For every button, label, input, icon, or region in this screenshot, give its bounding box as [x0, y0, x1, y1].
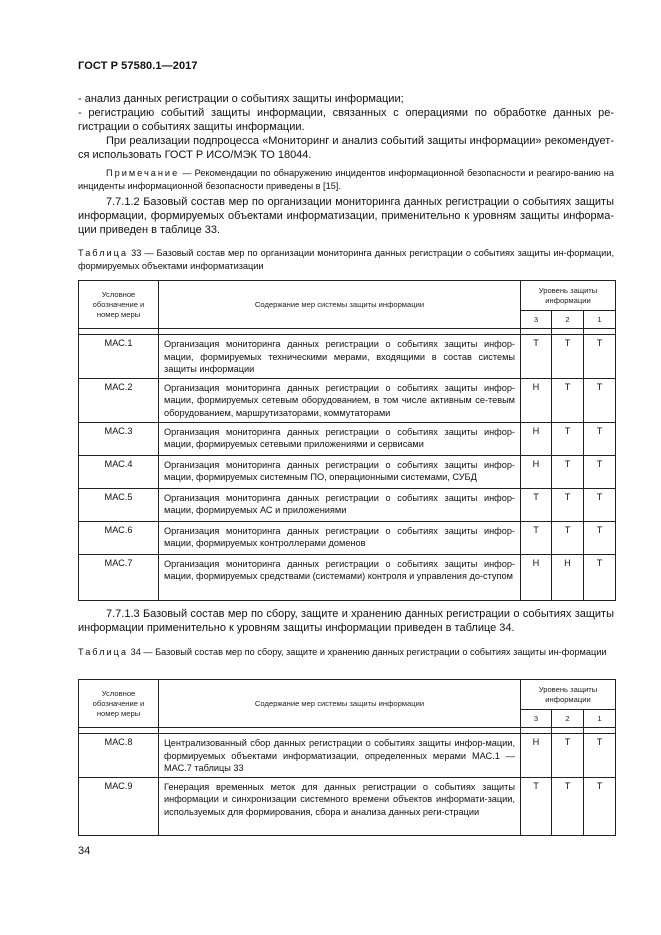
level-2-value: Т	[552, 335, 584, 379]
level-2-value: Т	[552, 455, 584, 488]
level-1-value: Т	[584, 335, 616, 379]
level-2-value: Т	[552, 422, 584, 455]
table-row	[79, 777, 616, 835]
note	[78, 167, 614, 193]
level-1-value: Т	[584, 488, 616, 521]
paragraph-7-7-1-2: 7.7.1.2 Базовый состав мер по организации мониторинга данных регистрации о событиях защиты информации, формируемых объектами информатизации, применительно к уровням защиты информа-ции приведен в таблице 33.	[78, 196, 614, 236]
measure-code: МАС.4	[79, 455, 159, 488]
level-3-value: Н	[521, 554, 552, 600]
measure-code: МАС.8	[79, 734, 159, 778]
table-34-header-content: Содержание мер системы защиты информации	[159, 680, 521, 728]
level-3-value: Т	[521, 521, 552, 554]
table-34-header-level: Уровень защиты информации	[521, 680, 616, 710]
page-number: 34	[78, 845, 91, 857]
measure-text: Централизованный сбор данных регистрации о событиях защиты инфор-мации, формируемых объектами информатизации, определенных мерами МАС.1 — МАС.7 таблицы 33	[159, 734, 521, 778]
measure-text: Организация мониторинга данных регистрации о событиях защиты инфор-мации, формируемых средствами (системами) контроля и управления до-ступом	[159, 554, 521, 600]
note-text: — Рекомендации по обнаружению инцидентов информационной безопасности и реагиро-ванию на инциденты информационной безопасности приведены в [15].	[78, 168, 614, 191]
table-34-level-2: 2	[552, 710, 584, 728]
measure-text: Организация мониторинга данных регистрации о событиях защиты инфор-мации, формируемых контроллерами доменов	[159, 521, 521, 554]
level-3-value: Н	[521, 422, 552, 455]
bullet-registration: - регистрацию событий защиты информации, связанных с операциями по обработке данных ре-гистрации о событиях защиты информации.	[78, 107, 614, 133]
measure-text: Организация мониторинга данных регистрации о событиях защиты инфор-мации, формируемых системным ПО, операционными системами, СУБД	[159, 455, 521, 488]
table-33-level-2: 2	[552, 311, 584, 329]
bullet-analysis: - анализ данных регистрации о событиях защиты информации;	[78, 93, 404, 105]
paragraph-recommendation: При реализации подпроцесса «Мониторинг и анализ событий защиты информации» рекомендует-ся использовать ГОСТ Р ИСО/МЭК ТО 18044.	[78, 135, 614, 161]
note-label: Примечание	[106, 168, 180, 178]
table-34-header-code: Условное обозначение и номер меры	[79, 680, 159, 728]
table-33-header-content: Содержание мер системы защиты информации	[159, 281, 521, 329]
table-34-caption	[78, 646, 614, 659]
table-33-level-3: 3	[521, 311, 552, 329]
measure-code: МАС.1	[79, 335, 159, 379]
measure-text: Генерация временных меток для данных регистрации о событиях защиты информации и синхронизации системного времени объектов информати-зации, используемых для формирования, сбора и анализа данных реги-страции	[159, 777, 521, 835]
table-34-caption-label: Таблица	[78, 647, 129, 657]
table-row	[79, 554, 616, 600]
level-2-value: Т	[552, 777, 584, 835]
table-row	[79, 521, 616, 554]
measure-text: Организация мониторинга данных регистрации о событиях защиты инфор-мации, формируемых сетевыми приложениями и сервисами	[159, 422, 521, 455]
table-33-caption-label: Таблица	[78, 248, 129, 258]
table-row	[79, 335, 616, 379]
level-1-value: Т	[584, 777, 616, 835]
measure-text: Организация мониторинга данных регистрации о событиях защиты инфор-мации, формируемых АС и приложениями	[159, 488, 521, 521]
table-row	[79, 734, 616, 778]
measure-code: МАС.3	[79, 422, 159, 455]
level-2-value: Т	[552, 378, 584, 422]
table-34	[78, 679, 616, 836]
level-2-value: Н	[552, 554, 584, 600]
table-33-header-code: Условное обозначение и номер меры	[79, 281, 159, 329]
measure-text: Организация мониторинга данных регистрации о событиях защиты инфор-мации, формируемых сетевым оборудованием, в том числе активным се-тевым оборудованием, маршрутизаторами, коммутаторами	[159, 378, 521, 422]
table-row	[79, 378, 616, 422]
level-2-value: Т	[552, 521, 584, 554]
measure-code: МАС.5	[79, 488, 159, 521]
table-33-caption	[78, 247, 614, 272]
level-1-value: Т	[584, 378, 616, 422]
level-1-value: Т	[584, 734, 616, 778]
measure-code: МАС.6	[79, 521, 159, 554]
measure-code: МАС.2	[79, 378, 159, 422]
level-1-value: Т	[584, 422, 616, 455]
table-34-caption-text: 34 — Базовый состав мер по сбору, защите и хранению данных регистрации о событиях защиты ин-формации	[130, 647, 607, 657]
table-33-caption-text: 33 — Базовый состав мер по организации мониторинга данных регистрации о событиях защиты ин-формации, формируемых объектами информатизации	[78, 248, 614, 271]
table-33	[78, 280, 616, 601]
table-33-level-1: 1	[584, 311, 616, 329]
document-header: ГОСТ Р 57580.1—2017	[78, 60, 198, 72]
level-3-value: Т	[521, 488, 552, 521]
level-3-value: Н	[521, 378, 552, 422]
table-34-level-1: 1	[584, 710, 616, 728]
table-33-header-level: Уровень защиты информации	[521, 281, 616, 311]
level-3-value: Т	[521, 777, 552, 835]
level-3-value: Н	[521, 455, 552, 488]
level-1-value: Т	[584, 554, 616, 600]
level-1-value: Т	[584, 455, 616, 488]
table-row	[79, 422, 616, 455]
table-row	[79, 455, 616, 488]
table-34-level-3: 3	[521, 710, 552, 728]
level-3-value: Н	[521, 734, 552, 778]
measure-code: МАС.7	[79, 554, 159, 600]
level-2-value: Т	[552, 734, 584, 778]
measure-code: МАС.9	[79, 777, 159, 835]
level-3-value: Т	[521, 335, 552, 379]
level-1-value: Т	[584, 521, 616, 554]
paragraph-7-7-1-3: 7.7.1.3 Базовый состав мер по сбору, защите и хранению данных регистрации о событиях защиты информации применительно к уровням защиты информации приведен в таблице 34.	[78, 608, 614, 634]
measure-text: Организация мониторинга данных регистрации о событиях защиты инфор-мации, формируемых техническими мерами, входящими в состав системы защиты информации	[159, 335, 521, 379]
table-row	[79, 488, 616, 521]
level-2-value: Т	[552, 488, 584, 521]
